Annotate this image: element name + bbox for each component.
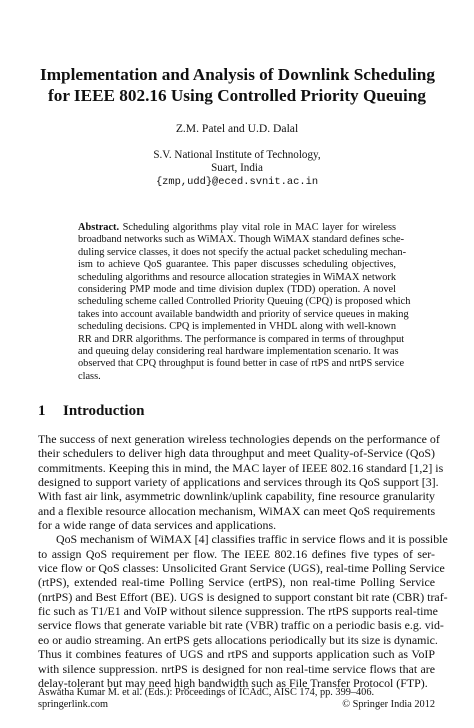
author-list: Z.M. Patel and U.D. Dalal xyxy=(175,122,299,135)
abstract-line: RR and DRR algorithms. The performance is compared in terms of throughput xyxy=(78,333,405,345)
body-text xyxy=(38,432,448,690)
abstract-line: considering PMP mode and time division duplex (TDD) operation. A novel xyxy=(78,284,396,296)
abstract-block xyxy=(78,222,411,383)
paragraph-1-line: The success of next generation wireless technologies depends on the performance of xyxy=(38,432,440,446)
paragraph-2-line: fic such as T1/E1 and VoIP without silence suppression. The rtPS supports real-time xyxy=(38,604,438,619)
paragraph-1-line: With fast air link, asymmetric downlink/uplink capability, fine resource granularity xyxy=(38,489,435,504)
abstract-line xyxy=(78,222,396,234)
affiliation-location: Suart, India xyxy=(211,162,263,175)
paragraph-1-line: and a flexible resource allocation mechanism, WiMAX can meet QoS requirements xyxy=(38,503,436,518)
paragraph-2-line: delay-tolerant but may need high bandwidth such as File Transfer Protocol (FTP). xyxy=(38,675,428,690)
abstract-line: ism to achieve QoS guarantee. This paper discusses scheduling objectives, xyxy=(78,259,396,271)
paragraph-2-line: to assign QoS requirement per flow. The IEEE 802.16 defines five types of ser- xyxy=(38,546,435,561)
paragraph-2-line: service flows that generate variable bit rate (VBR) traffic on a periodic basis e.g. vid- xyxy=(38,618,444,633)
section-number: 1 xyxy=(38,403,46,419)
footer-citation: Aswatha Kumar M. et al. (Eds.): Proceedings of ICAdC, AISC 174, pp. 399–406. xyxy=(38,687,375,698)
paragraph-2-line: (nrtPS) and Best Effort (BE). UGS is designed to support constant bit rate (CBR) traf- xyxy=(38,589,448,604)
paragraph-1-line: designed to support variety of applications and services through its QoS support [3]. xyxy=(38,475,439,490)
abstract-line: scheduling algorithms and resource allocation strategies in WiMAX network xyxy=(78,271,396,283)
paragraph-2-line: QoS mechanism of WiMAX [4] classifies traffic in service flows and it is possible xyxy=(56,532,448,547)
affiliation-institute: S.V. National Institute of Technology, xyxy=(153,149,321,161)
title-line-2: for IEEE 802.16 Using Controlled Priority Queuing xyxy=(48,86,426,105)
affiliation-email: {zmp,udd}@eced.svnit.ac.in xyxy=(155,175,319,188)
abstract-line: observed that CPQ throughput is found better in case of rtPS and nrtPS service xyxy=(78,358,405,370)
paragraph-2-line: eo or audio streaming. An ertPS gets allocations periodically but its size is dynamic. xyxy=(38,632,438,647)
paragraph-2-line: with silence suppression. nrtPS is designed for non real-time service flows that are xyxy=(38,661,435,676)
paragraph-2-line: vice flow or QoS classes: Unsolicited Grant Service (UGS), real-time Polling Service xyxy=(38,561,445,576)
abstract-line: broadband networks such as WiMAX. Though WiMAX standard defines sche- xyxy=(78,234,405,246)
abstract-line: scheduling scheme called Controlled Priority Queuing (CPQ) is proposed which xyxy=(78,296,411,308)
paragraph-1-line: their schedulers to deliver high data throughput and meet Quality-of-Service (QoS) xyxy=(38,446,435,461)
footer-copyright: © Springer India 2012 xyxy=(342,699,435,710)
affiliation-block xyxy=(40,149,434,189)
abstract-line: and queuing delay considering real hardware implementation scenario. It was xyxy=(78,346,399,358)
abstract-line: duling service classes, it does not specify the actual packet scheduling mechan- xyxy=(78,246,407,258)
paragraph-2-line: (rtPS), extended real-time Polling Service (ertPS), non real-time Polling Service xyxy=(38,575,435,590)
page-footer xyxy=(38,687,435,711)
abstract-line: takes into account available bandwidth and priority of service queues in making xyxy=(78,308,409,320)
paragraph-1-line: commitments. Keeping this in mind, the MAC layer of IEEE 802.16 standard [1,2] is xyxy=(38,460,444,475)
abstract-line: scheduling decisions. CPQ is implemented in VHDL along with well-known xyxy=(78,321,396,333)
footer-bottom-row xyxy=(38,699,435,711)
footer-site: springerlink.com xyxy=(38,699,109,710)
paragraph-1-line: for a wide range of data services and applications. xyxy=(38,518,277,533)
section-title: Introduction xyxy=(63,403,145,419)
abstract-label: Abstract. xyxy=(78,222,120,233)
abstract-line-text: Scheduling algorithms play vital role in MAC layer for wireless xyxy=(122,222,396,233)
paper-title xyxy=(40,64,434,106)
paragraph-2-line: Thus it combines features of UGS and rtPS and supports application such as VoIP xyxy=(38,647,435,662)
abstract-line: class. xyxy=(78,370,101,382)
title-line-1: Implementation and Analysis of Downlink Scheduling xyxy=(40,65,435,84)
section-heading xyxy=(38,402,144,420)
